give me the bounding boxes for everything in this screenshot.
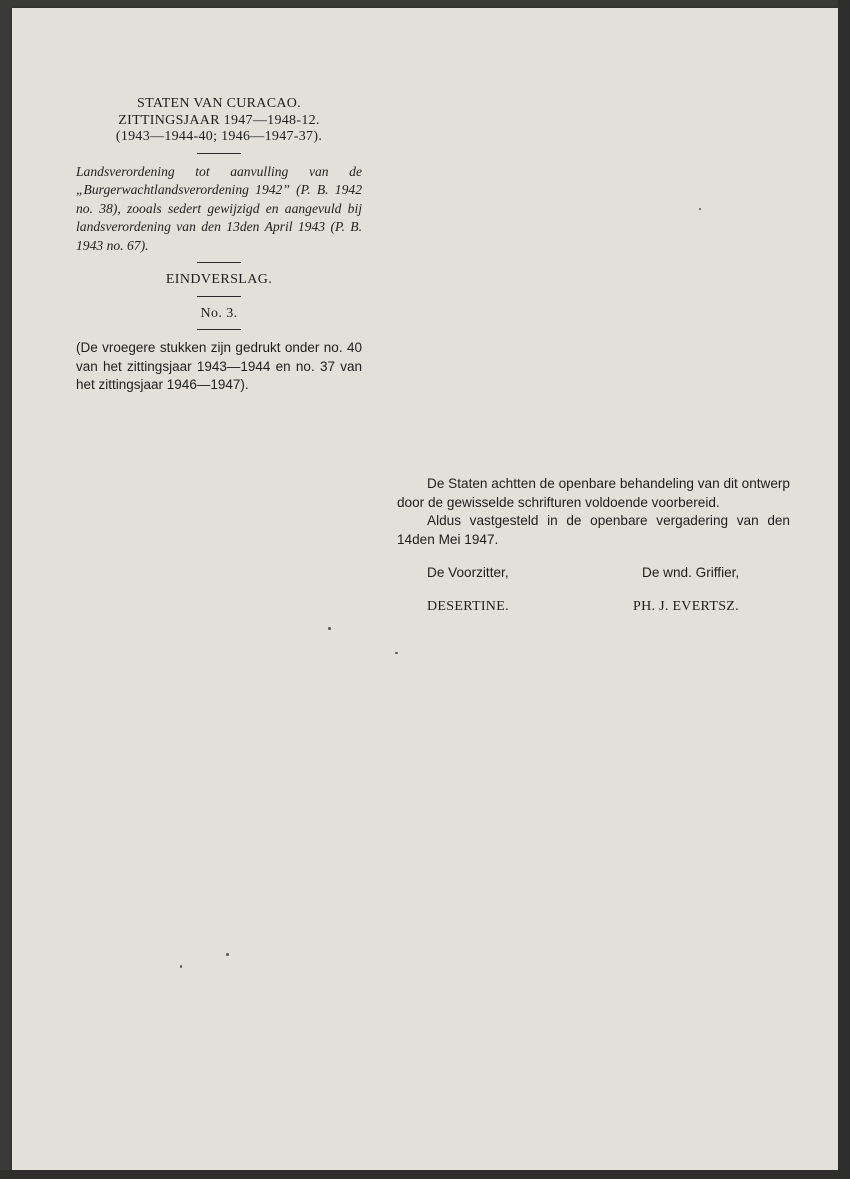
report-title: EINDVERSLAG. [165,272,273,287]
paper-speck [699,208,701,210]
body-paragraph-1: De Staten achtten de openbare behandeling van dit ontwerp door de gewisselde schrifturen voldoende voorbereid. [397,476,790,510]
header-line-2: ZITTINGSJAAR 1947—1948-12. [118,112,320,128]
paper-speck [180,965,182,968]
scan-border-right [838,0,850,1179]
divider-rule [197,296,241,297]
paper-speck [328,627,331,630]
divider-rule [197,329,241,330]
previous-documents-note: (De vroegere stukken zijn gedrukt onder no. 40 van het zittingsjaar 1943—1944 en no. 37 van het zittingsjaar 1946—1947). [76,340,362,392]
clerk-title: De wnd. Griffier, [642,565,740,580]
clerk-name: PH. J. EVERTSZ. [633,599,739,614]
divider-rule [197,153,241,154]
header-line-1: STATEN VAN CURACAO. [137,96,301,111]
left-column [76,96,362,395]
paper-speck [395,652,398,654]
signature-titles [397,564,790,584]
chair-title: De Voorzitter, [427,565,509,580]
signature-names [397,598,790,618]
subject-text: Landsverordening tot aanvulling van de „Burgerwachtlandsverordening 1942” (P. B. 1942 no. 38), zooals sedert gewijzigd en aangevuld bij landsverordening van den 13den April 1943 (P. B. 1943 no. 67). [76,163,362,253]
body-paragraph-2: Aldus vastgesteld in de openbare vergadering van den 14den Mei 1947. [397,513,790,547]
scan-border-bottom [0,1170,850,1179]
paper-speck [226,953,229,956]
divider-rule [197,262,241,263]
right-column [397,475,790,618]
chair-name: DESERTINE. [427,599,509,614]
report-number: No. 3. [200,305,238,321]
header-line-3: (1943—1944-40; 1946—1947-37). [115,129,323,144]
